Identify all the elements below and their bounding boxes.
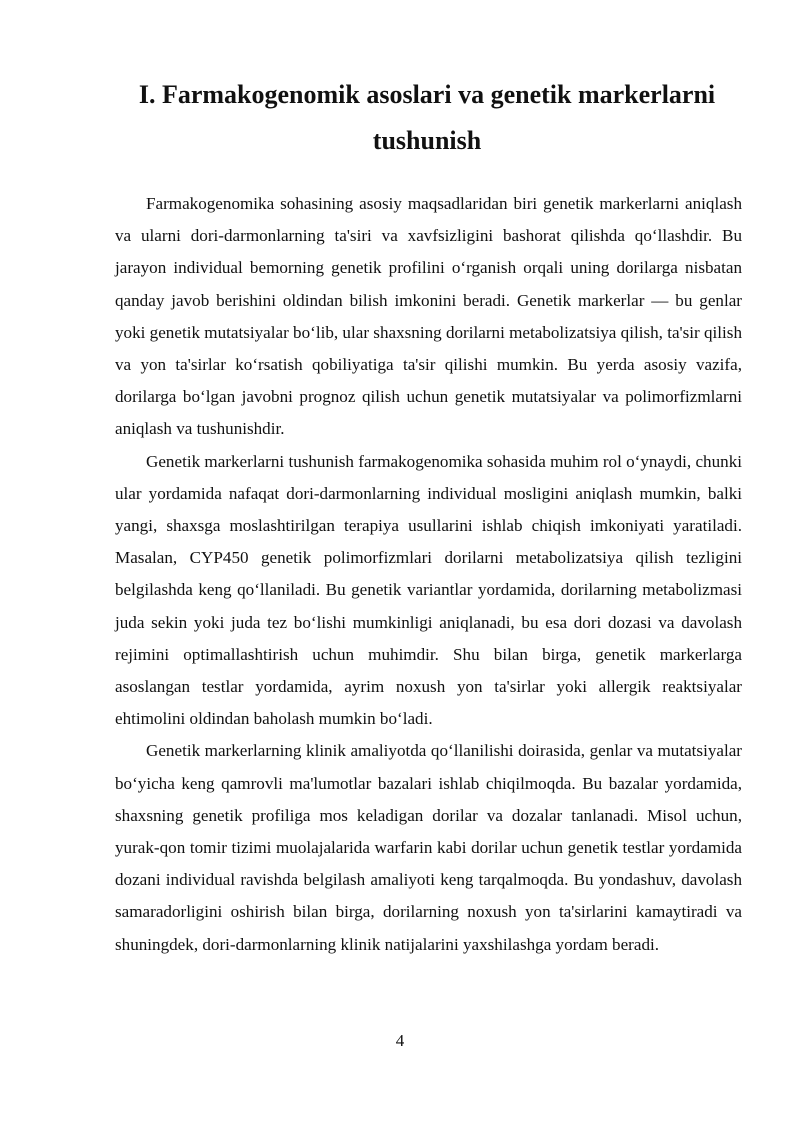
page-number: 4 xyxy=(395,1031,405,1050)
body-text xyxy=(115,188,742,961)
paragraph-2: Genetik markerlarni tushunish farmakogenomika sohasida muhim rol o‘ynaydi, chunki ular yordamida nafaqat dori-darmonlarning individual mosligini aniqlash mumkin, balki yangi, shaxsga moslashtirilgan terapiya usullarini ishlab chiqish imkoniyati yaratiladi. Masalan, CYP450 genetik polimorfizmlari dorilarni metabolizatsiya qilish tezligini belgilashda keng qo‘llaniladi. Bu genetik variantlar yordamida, dorilarning metabolizmasi juda sekin yoki juda tez bo‘lishi mumkinligi aniqlanadi, bu esa dori dozasi va davolash rejimini optimallashtirish uchun muhimdir. Shu bilan birga, genetik markerlarga asoslangan testlar yordamida, ayrim noxush yon ta'sirlar yoki allergik reaktsiyalar ehtimolini oldindan baholash mumkin bo‘ladi. xyxy=(115,451,742,729)
paragraph-1: Farmakogenomika sohasining asosiy maqsadlaridan biri genetik markerlarni aniqlash va ularni dori-darmonlarning ta'siri va xavfsizligini bashorat qilishda qo‘llashdir. Bu jarayon individual bemorning genetik profilini o‘rganish orqali uning dorilarga nisbatan qanday javob berishini oldindan bilish imkonini beradi. Genetik markerlar — bu genlar yoki genetik mutatsiyalar bo‘lib, ular shaxsning dorilarni metabolizatsiya qilish, ta'sir qilish va yon ta'sirlar ko‘rsatish qobiliyatiga ta'sir qilishi mumkin. Bu yerda asosiy vazifa, dorilarga bo‘lgan javobni prognoz qilish uchun genetik mutatsiyalar va polimorfizmlarni aniqlash va tushunishdir. xyxy=(115,194,742,439)
paragraph-3: Genetik markerlarning klinik amaliyotda qo‘llanilishi doirasida, genlar va mutatsiyalar bo‘yicha keng qamrovli ma'lumotlar bazalari ishlab chiqilmoqda. Bu bazalar yordamida, shaxsning genetik profiliga mos keladigan dorilar va dozalar tanlanadi. Misol uchun, yurak-qon tomir tizimi muolajalarida warfarin kabi dorilar uchun genetik testlar yordamida dozani individual ravishda belgilash amaliyoti keng tarqalmoqda. Bu yondashuv, davolash samaradorligini oshirish bilan birga, dorilarning noxush yon ta'sirlarini kamaytiradi va shuningdek, dori-darmonlarning klinik natijalarini yaxshilashga yordam beradi. xyxy=(115,741,742,954)
section-title: I. Farmakogenomik asoslari va genetik markerlarni tushunish xyxy=(138,80,716,155)
